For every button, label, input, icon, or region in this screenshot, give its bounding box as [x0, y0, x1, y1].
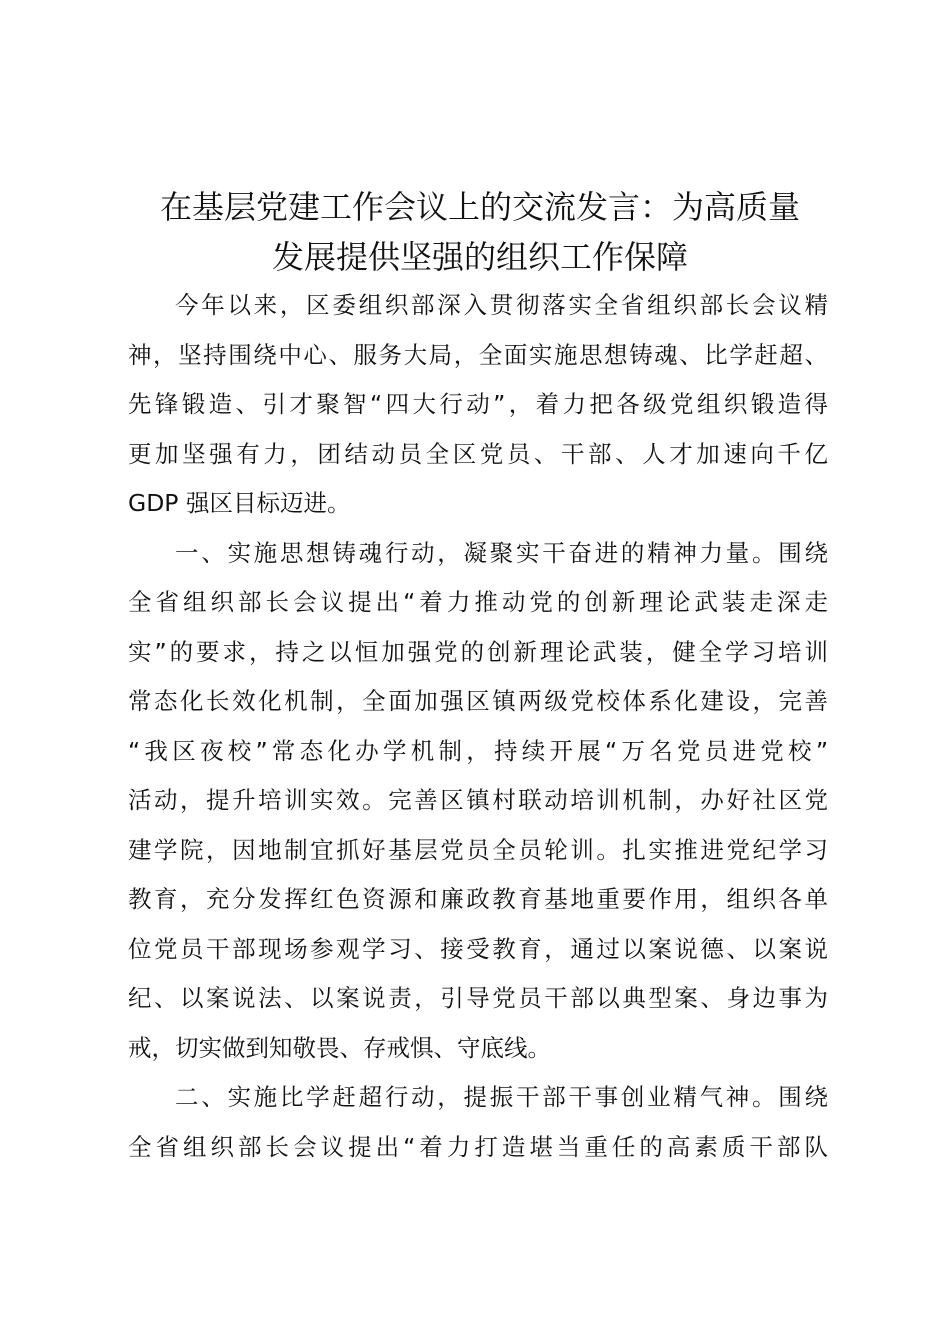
paragraph-intro: [128, 281, 828, 529]
document-body: [128, 281, 828, 1172]
text-line: 活动，提升培训实效。完善区镇村联动培训机制，办好社区党: [128, 786, 828, 814]
paragraph-section-1: [128, 529, 828, 1074]
title-line-1: 在基层党建工作会议上的交流发言：为高质量: [159, 188, 800, 226]
text-line: 今年以来，区委组织部深入贯彻落实全省组织部长会议精: [175, 291, 828, 319]
text-line: 建学院，因地制宜抓好基层党员全员轮训。扎实推进党纪学习: [128, 835, 828, 864]
text-line: 教育，充分发挥红色资源和廉政教育基地重要作用，组织各单: [128, 885, 828, 913]
paragraph-section-2: [128, 1073, 828, 1172]
text-line: 更加坚强有力，团结动员全区党员、干部、人才加速向千亿: [128, 439, 828, 468]
text-line: 二、实施比学赶超行动，提振干部干事创业精气神。围绕: [175, 1083, 828, 1111]
text-line: 实”的要求，持之以恒加强党的创新理论武装，健全学习培训: [128, 637, 828, 666]
title-line-2: 发展提供坚强的组织工作保障: [271, 238, 688, 276]
text-line: 先锋锻造、引才聚智“四大行动”，着力把各级党组织锻造得: [128, 390, 828, 418]
text-line: 全省组织部长会议提出“着力打造堪当重任的高素质干部队: [128, 1132, 828, 1161]
text-line: “我区夜校”常态化办学机制，持续开展“万名党员进党校”: [128, 736, 828, 765]
text-line: 常态化长效化机制，全面加强区镇两级党校体系化建设，完善: [128, 687, 828, 715]
text-line: 一、实施思想铸魂行动，凝聚实干奋进的精神力量。围绕: [175, 538, 828, 567]
text-line: 位党员干部现场参观学习、接受教育，通过以案说德、以案说: [128, 934, 828, 963]
text-line: 全省组织部长会议提出“着力推动党的创新理论武装走深走: [128, 588, 828, 616]
document-title: [100, 182, 860, 282]
text-line: 纪、以案说法、以案说责，引导党员干部以典型案、身边事为: [128, 984, 828, 1012]
text-line: GDP 强区目标迈进。: [128, 489, 351, 517]
text-line: 神，坚持围绕中心、服务大局，全面实施思想铸魂、比学赶超、: [128, 340, 828, 369]
text-line: 戒，切实做到知敬畏、存戒惧、守底线。: [128, 1033, 551, 1062]
